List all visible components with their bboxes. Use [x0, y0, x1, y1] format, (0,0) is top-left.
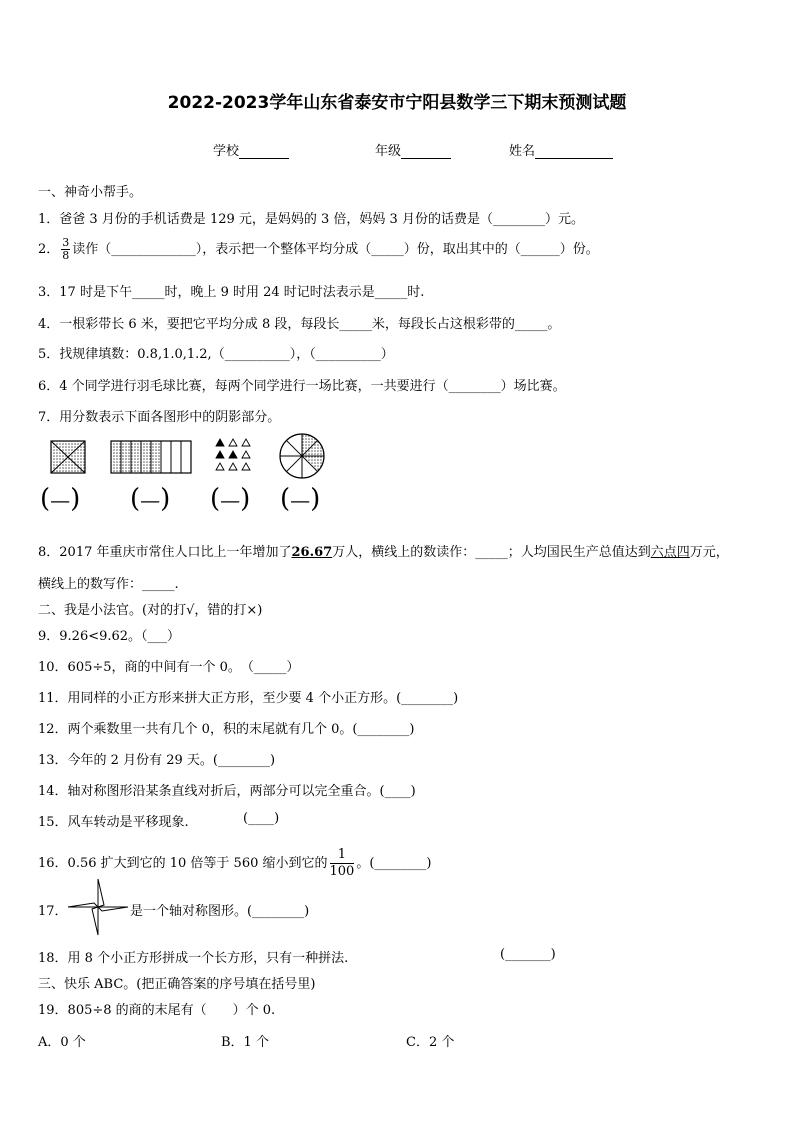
question-8 — [38, 541, 729, 560]
question-16-text: 16．0.56 扩大到它的 10 倍等于 560 缩小到它的 — [38, 856, 328, 871]
question-8-part-b: 万人，横线上的数读作：_____；人均国民生产总值达到 — [332, 545, 651, 560]
name-label: 姓名 — [509, 144, 536, 159]
section-1-heading: 一、神奇小帮手。 — [38, 185, 143, 200]
question-9: 9．9.26<9.62。（___） — [38, 629, 181, 644]
question-8-part-c: 万元， — [689, 545, 729, 560]
question-2-number: 2． — [38, 242, 60, 257]
answer-blank-4[interactable]: (—) — [280, 484, 321, 514]
page-title: 2022-2023学年山东省泰安市宁阳县数学三下期末预测试题 — [167, 93, 627, 113]
question-18-blank[interactable]: (_______) — [500, 947, 556, 962]
answer-blank-1[interactable]: (—) — [40, 484, 81, 514]
question-10: 10．605÷5，商的中间有一个 0。 （_____） — [38, 660, 300, 675]
question-3: 3．17 时是下午_____时，晚上 9 时用 24 时记时法表示是_____时. — [38, 285, 425, 300]
question-18: 18．用 8 个小正方形拼成一个长方形，只有一种拼法. — [38, 951, 349, 966]
underlined-words: 六点四 — [650, 545, 690, 560]
name-blank[interactable] — [535, 144, 613, 159]
question-12: 12．两个乘数里一共有几个 0，积的末尾就有几个 0。(________) — [38, 722, 415, 737]
question-5: 5．找规律填数：0.8,1.0,1.2,（__________），（__________） — [38, 347, 394, 362]
figure-triangle-grid — [212, 438, 254, 474]
grade-label: 年级 — [375, 144, 402, 159]
question-2 — [38, 237, 599, 262]
pinwheel-figure — [66, 877, 130, 937]
fraction-numerator: 3 — [62, 236, 70, 249]
fraction-numerator: 1 — [330, 847, 355, 864]
figure-hatched-square — [50, 440, 86, 474]
option-a[interactable]: A．0 个 — [38, 1035, 86, 1050]
question-6: 6．4 个同学进行羽毛球比赛，每两个同学进行一场比赛，一共要进行（________）场比赛。 — [38, 379, 566, 394]
option-c[interactable]: C．2 个 — [406, 1035, 455, 1050]
answer-blank-3[interactable]: (—) — [210, 484, 251, 514]
fraction-denominator: 100 — [329, 864, 355, 879]
question-14: 14．轴对称图形沿某条直线对折后，两部分可以完全重合。(____) — [38, 784, 416, 799]
section-2-heading: 二、我是小法官。(对的打√，错的打×) — [38, 603, 263, 618]
fraction-denominator: 8 — [62, 249, 70, 262]
question-4: 4．一根彩带长 6 米，要把它平均分成 8 段，每段长_____米，每段长占这根彩带的_____。 — [38, 317, 561, 332]
fraction-1-100 — [330, 847, 355, 880]
name-field — [509, 140, 613, 159]
question-17-number: 17． — [38, 904, 68, 919]
school-label: 学校 — [213, 144, 240, 159]
underlined-number: 26.67 — [291, 545, 333, 560]
question-7: 7．用分数表示下面各图形中的阴影部分。 — [38, 410, 281, 425]
figure-striped-rectangle — [110, 440, 192, 474]
fraction-3-8 — [61, 237, 70, 262]
question-15: 15．风车转动是平移现象. — [38, 815, 189, 830]
school-field — [213, 140, 289, 159]
school-blank[interactable] — [239, 144, 289, 159]
figure-divided-circle — [278, 432, 326, 480]
question-2-text: 读作（_____________），表示把一个整体平均分成（_____）份，取出其中的（______）份。 — [72, 242, 599, 257]
question-16-tail: 。(________) — [356, 856, 432, 871]
question-11: 11．用同样的小正方形来拼大正方形，至少要 4 个小正方形。(________) — [38, 691, 459, 706]
option-b[interactable]: B．1 个 — [221, 1035, 269, 1050]
question-17-text: 是一个轴对称图形。(________) — [130, 904, 310, 919]
question-8-line-2: 横线上的数写作：_____. — [38, 577, 179, 592]
question-16 — [38, 847, 432, 880]
question-8-part-a: 8．2017 年重庆市常住人口比上一年增加了 — [38, 545, 292, 560]
grade-blank[interactable] — [401, 144, 451, 159]
section-3-heading: 三、快乐 ABC。(把正确答案的序号填在括号里) — [38, 977, 316, 992]
question-15-blank[interactable]: (____) — [243, 811, 280, 826]
question-1: 1．爸爸 3 月份的手机话费是 129 元，是妈妈的 3 倍，妈妈 3 月份的话费是（________）元。 — [38, 212, 584, 227]
grade-field — [375, 140, 451, 159]
answer-blank-2[interactable]: (—) — [130, 484, 171, 514]
question-19: 19．805÷8 的商的末尾有（ ）个 0. — [38, 1003, 276, 1018]
question-13: 13．今年的 2 月份有 29 天。(________) — [38, 753, 276, 768]
